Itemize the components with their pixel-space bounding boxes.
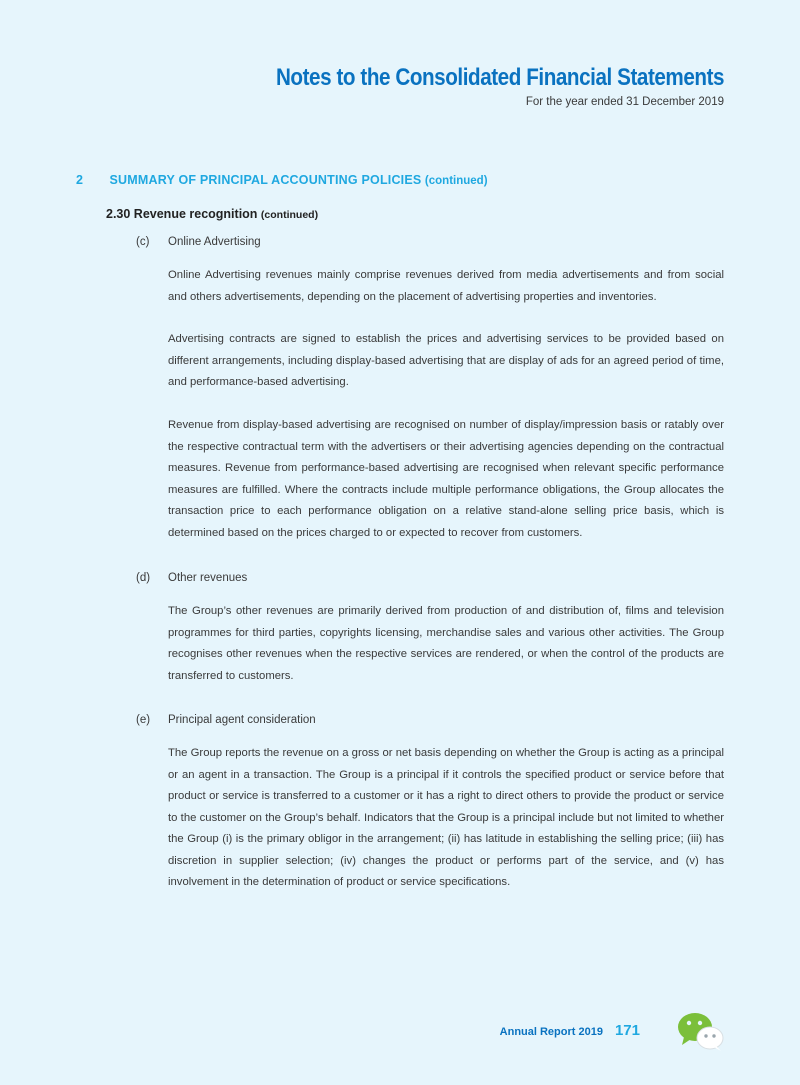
item-label: (e): [136, 714, 151, 726]
item-title: Principal agent consideration: [168, 714, 316, 726]
paragraph: Online Advertising revenues mainly comprise revenues derived from media advertisements and from social and others advertisements, depending on the placement of advertising properties and inventories.: [168, 269, 724, 303]
section-continued: (continued): [424, 175, 488, 187]
page-number: 171: [614, 1022, 640, 1039]
paragraph: Advertising contracts are signed to establish the prices and advertising services to be provided based on different arrangements, including display-based advertising that are display of ads for an agreed period of time, and performance-based advertising.: [168, 333, 724, 388]
report-name: Annual Report 2019: [499, 1026, 603, 1038]
section-number: 2: [76, 173, 83, 187]
document-title: Notes to the Consolidated Financial Statements: [275, 64, 724, 91]
section-title: SUMMARY OF PRINCIPAL ACCOUNTING POLICIES: [109, 173, 422, 187]
subsection-title: 2.30 Revenue recognition: [106, 207, 258, 221]
item-title: Other revenues: [168, 572, 248, 584]
paragraph: Revenue from display-based advertising are recognised on number of display/impression basis or ratably over the respective contractual term with the advertisers or their advertising agencies depending on the contractual measures. Revenue from performance-based advertising are recognised when relevant specific performance measures are fulfilled. Where the contracts include multiple performance obligations, the Group allocates the transaction price to each performance obligation on a relative stand-alone selling price basis, which is determined based on the prices charged to or expected to recover from customers.: [168, 419, 724, 539]
subsection-heading: [106, 207, 318, 221]
subsection-continued: (continued): [260, 209, 319, 221]
section-heading: [76, 173, 488, 187]
item-label: (c): [136, 236, 150, 248]
page-footer: [500, 1022, 640, 1039]
wechat-logo-icon: [676, 1010, 726, 1052]
paragraph: The Group’s other revenues are primarily derived from production of and distribution of, films and television programmes for third parties, copyrights licensing, merchandise sales and various other activities. The Group recognises other revenues when the respective services are rendered, or when the control of the products are transferred to customers.: [168, 605, 724, 682]
document-subtitle: For the year ended 31 December 2019: [525, 96, 724, 108]
page-header: [203, 64, 724, 108]
item-label: (d): [136, 572, 151, 584]
item-title: Online Advertising: [168, 236, 261, 248]
paragraph: The Group reports the revenue on a gross or net basis depending on whether the Group is acting as a principal or an agent in a transaction. The Group is a principal if it controls the specified product or service before that product or service is transferred to a customer or it has a right to direct others to provide the product or service to the customer on the Group’s behalf. Indicators that the Group is a principal include but not limited to whether the Group (i) is the primary obligor in the arrangement; (ii) has latitude in establishing the selling price; (iii) has discretion in supplier selection; (iv) changes the product or performs part of the service, and (v) has involvement in the determination of product or service specifications.: [168, 747, 724, 888]
